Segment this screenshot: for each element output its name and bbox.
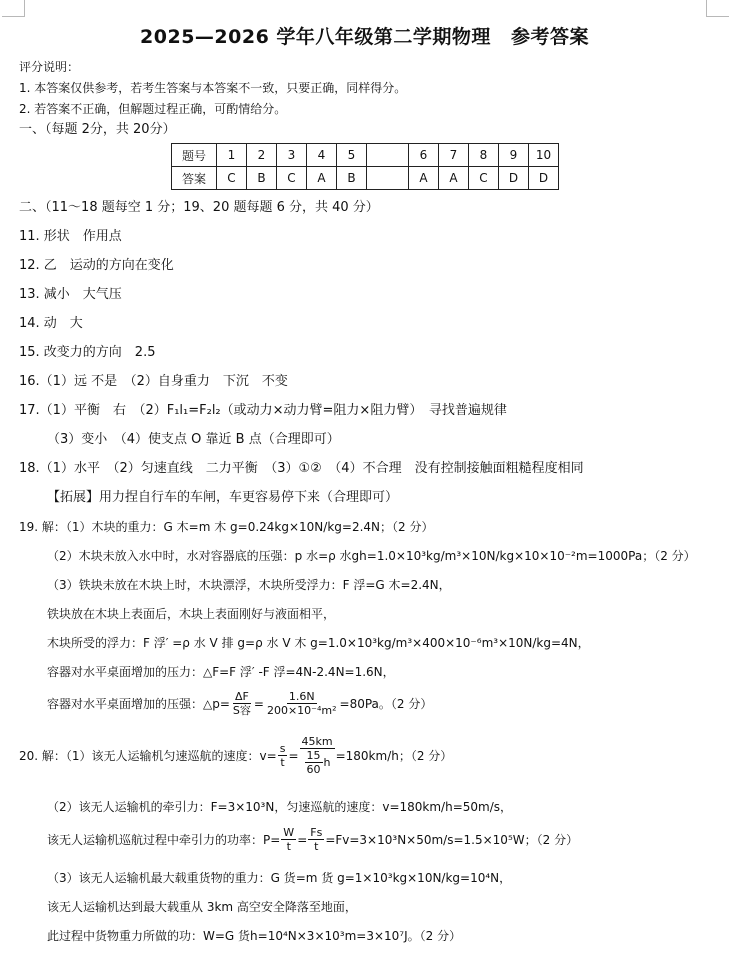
unit-hour: h — [323, 756, 331, 769]
q19-line-5: 木块所受的浮力：F 浮′ =ρ 水 V 排 g=ρ 水 V 木 g=1.0×10³kg/m³×400×10⁻⁶m³×10N/kg=4N， — [47, 636, 590, 650]
title-main: 2025—2026 学年八年级第二学期物理 — [140, 26, 491, 48]
q20-line-5: 该无人运输机达到最大载重从 3km 高空安全降落至地面， — [47, 900, 357, 914]
answer-letter: B — [337, 167, 367, 190]
answer-letter: D — [499, 167, 529, 190]
question-number: 5 — [337, 144, 367, 167]
q20-line-1: 20. 解：（1）该无人运输机匀速巡航的速度：v= $\frac{s}{t}$ = 45km $\frac{15}{60}$ h =180km/h；（2 分） — [19, 735, 453, 776]
question-number: 9 — [499, 144, 529, 167]
q20-line-3-result: =Fv=3×10³N×50m/s=1.5×10⁵W；（2 分） — [325, 832, 579, 847]
answer-letter: D — [529, 167, 559, 190]
question-number: 6 — [409, 144, 439, 167]
question-number: 7 — [439, 144, 469, 167]
answer-letter: C — [277, 167, 307, 190]
answer-table — [171, 143, 559, 190]
fraction-denominator: t — [286, 840, 291, 853]
fraction-numerator: 45km — [301, 735, 333, 748]
answer-letter: C — [217, 167, 247, 190]
table-spacer-cell — [367, 144, 409, 167]
answer-letter: A — [409, 167, 439, 190]
answer-18-extension: 【拓展】用力捏自行车的车闸，车更容易停下来（合理即可） — [47, 490, 399, 505]
fraction-numerator: Fs — [310, 826, 323, 839]
q19-line-1: 19. 解：（1）木块的重力：G 木=m 木 g=0.24kg×10N/kg=2.4N；（2 分） — [19, 520, 434, 534]
fraction-denominator: 200×10⁻⁴m² — [266, 704, 337, 717]
fraction-numerator: ΔF — [234, 690, 249, 703]
answer-table-answer-row — [172, 167, 559, 190]
question-number: 8 — [469, 144, 499, 167]
section-1-heading: 一、（每题 2分，共 20分） — [19, 122, 176, 137]
answer-18: 18.（1）水平 （2）匀速直线 二力平衡 （3）①② （4）不合理 没有控制接触面粗糙程度相同 — [19, 461, 584, 476]
table-header-cell: 题号 — [172, 144, 217, 167]
fraction-15-over-60 — [305, 749, 323, 776]
fraction-s-over-t — [278, 742, 288, 769]
answer-17-part-1: 17.（1）平衡 右 （2） — [19, 403, 167, 418]
fraction-deltaF-over-S — [231, 690, 253, 717]
q20-line-6: 此过程中货物重力所做的功：W=G 货h=10⁴N×3×10³m=3×10⁷J。（2 分） — [47, 929, 462, 943]
fraction-denominator: t — [280, 756, 285, 769]
table-header-cell: 答案 — [172, 167, 217, 190]
answer-table-question-row — [172, 144, 559, 167]
lever-formula: F₁l₁=F₂l₂ — [166, 403, 221, 418]
answer-letter: B — [247, 167, 277, 190]
q19-line-2: （2）木块未放入水中时，水对容器底的压强：p 水=ρ 水gh=1.0×10³kg/m³×10N/kg×10×10⁻²m=1000Pa；（2 分） — [47, 549, 696, 563]
question-number: 1 — [217, 144, 247, 167]
fraction-denominator: t — [314, 840, 319, 853]
q20-line-1-result: =180km/h；（2 分） — [335, 748, 453, 763]
q19-line-3: （3）铁块未放在木块上时，木块漂浮，木块所受浮力：F 浮=G 木=2.4N， — [47, 578, 451, 592]
question-number: 10 — [529, 144, 559, 167]
q20-line-3: 该无人运输机巡航过程中牵引力的功率：P= $\frac{W}{t}$ = $\frac{Fs}{t}$ =Fv=3×10³N×50m/s=1.5×10⁵W；（2 分） — [47, 826, 579, 853]
table-spacer-cell — [367, 167, 409, 190]
q19-line-4: 铁块放在木块上表面后，木块上表面刚好与液面相平， — [47, 607, 336, 621]
answer-13: 13. 减小 大气压 — [19, 287, 122, 302]
fraction-denominator: S容 — [232, 704, 251, 717]
scoring-note-2: 2. 若答案不正确，但解题过程正确，可酌情给分。 — [19, 102, 287, 116]
answer-16: 16.（1）远 不是 （2）自身重力 下沉 不变 — [19, 374, 288, 389]
fraction-numerator: s — [279, 742, 286, 755]
answer-letter: A — [307, 167, 337, 190]
fraction-distance-over-time — [300, 735, 335, 776]
question-number: 4 — [307, 144, 337, 167]
answer-14: 14. 动 大 — [19, 316, 83, 331]
page-corner-mark — [706, 0, 729, 17]
q19-line-7: 容器对水平桌面增加的压强：△p= $\frac{\Delta F}{\text{S容}}$ = $\frac{1.6N}{\text{200×10⁻⁴m²}}$ =80Pa。（2 分） — [47, 690, 433, 717]
scoring-note-1: 1. 本答案仅供参考，若考生答案与本答案不一致，只要正确，同样得分。 — [19, 81, 407, 95]
page-corner-mark — [2, 0, 25, 17]
q20-line-1-text: 20. 解：（1）该无人运输机匀速巡航的速度：v= — [19, 748, 277, 763]
answer-letter: C — [469, 167, 499, 190]
answer-12: 12. 乙 运动的方向在变化 — [19, 258, 174, 273]
q19-line-7-text: 容器对水平桌面增加的压强：△p= — [47, 696, 230, 711]
answer-11: 11. 形状 作用点 — [19, 229, 122, 244]
answer-17-line-1 — [19, 403, 507, 419]
q20-line-3-text: 该无人运输机巡航过程中牵引力的功率：P= — [47, 832, 281, 847]
section-2-heading: 二、（11～18 题每空 1 分；19、20 题每题 6 分，共 40 分） — [19, 200, 379, 215]
fraction-numerator: W — [283, 826, 295, 839]
q19-line-6: 容器对水平桌面增加的压力：△F=F 浮′ -F 浮=4N-2.4N=1.6N， — [47, 665, 395, 679]
fraction-W-over-t — [281, 826, 296, 853]
answer-letter: A — [439, 167, 469, 190]
q20-line-2: （2）该无人运输机的牵引力：F=3×10³N，匀速巡航的速度：v=180km/h=50m/s， — [47, 800, 512, 814]
fraction-numerator: 15 — [306, 749, 321, 762]
question-number: 3 — [277, 144, 307, 167]
answer-17-line-2: （3）变小 （4）使支点 O 靠近 B 点（合理即可） — [47, 432, 340, 447]
fraction-Fs-over-t — [308, 826, 324, 853]
fraction-denominator — [302, 749, 333, 776]
title-sub: 参考答案 — [510, 26, 589, 48]
answer-15: 15. 改变力的方向 2.5 — [19, 345, 156, 360]
fraction-numerator: 1.6N — [288, 690, 315, 703]
fraction-denominator: 60 — [306, 763, 321, 776]
q20-line-4: （3）该无人运输机最大载重货物的重力：G 货=m 货 g=1×10³kg×10N/kg=10⁴N， — [47, 871, 512, 885]
question-number: 2 — [247, 144, 277, 167]
q19-line-7-result: =80Pa。（2 分） — [339, 696, 433, 711]
page-title — [0, 22, 729, 49]
scoring-heading: 评分说明： — [19, 60, 80, 74]
answer-17-part-2: （或动力×动力臂=阻力×阻力臂） 寻找普遍规律 — [220, 403, 507, 418]
fraction-value — [265, 690, 339, 717]
